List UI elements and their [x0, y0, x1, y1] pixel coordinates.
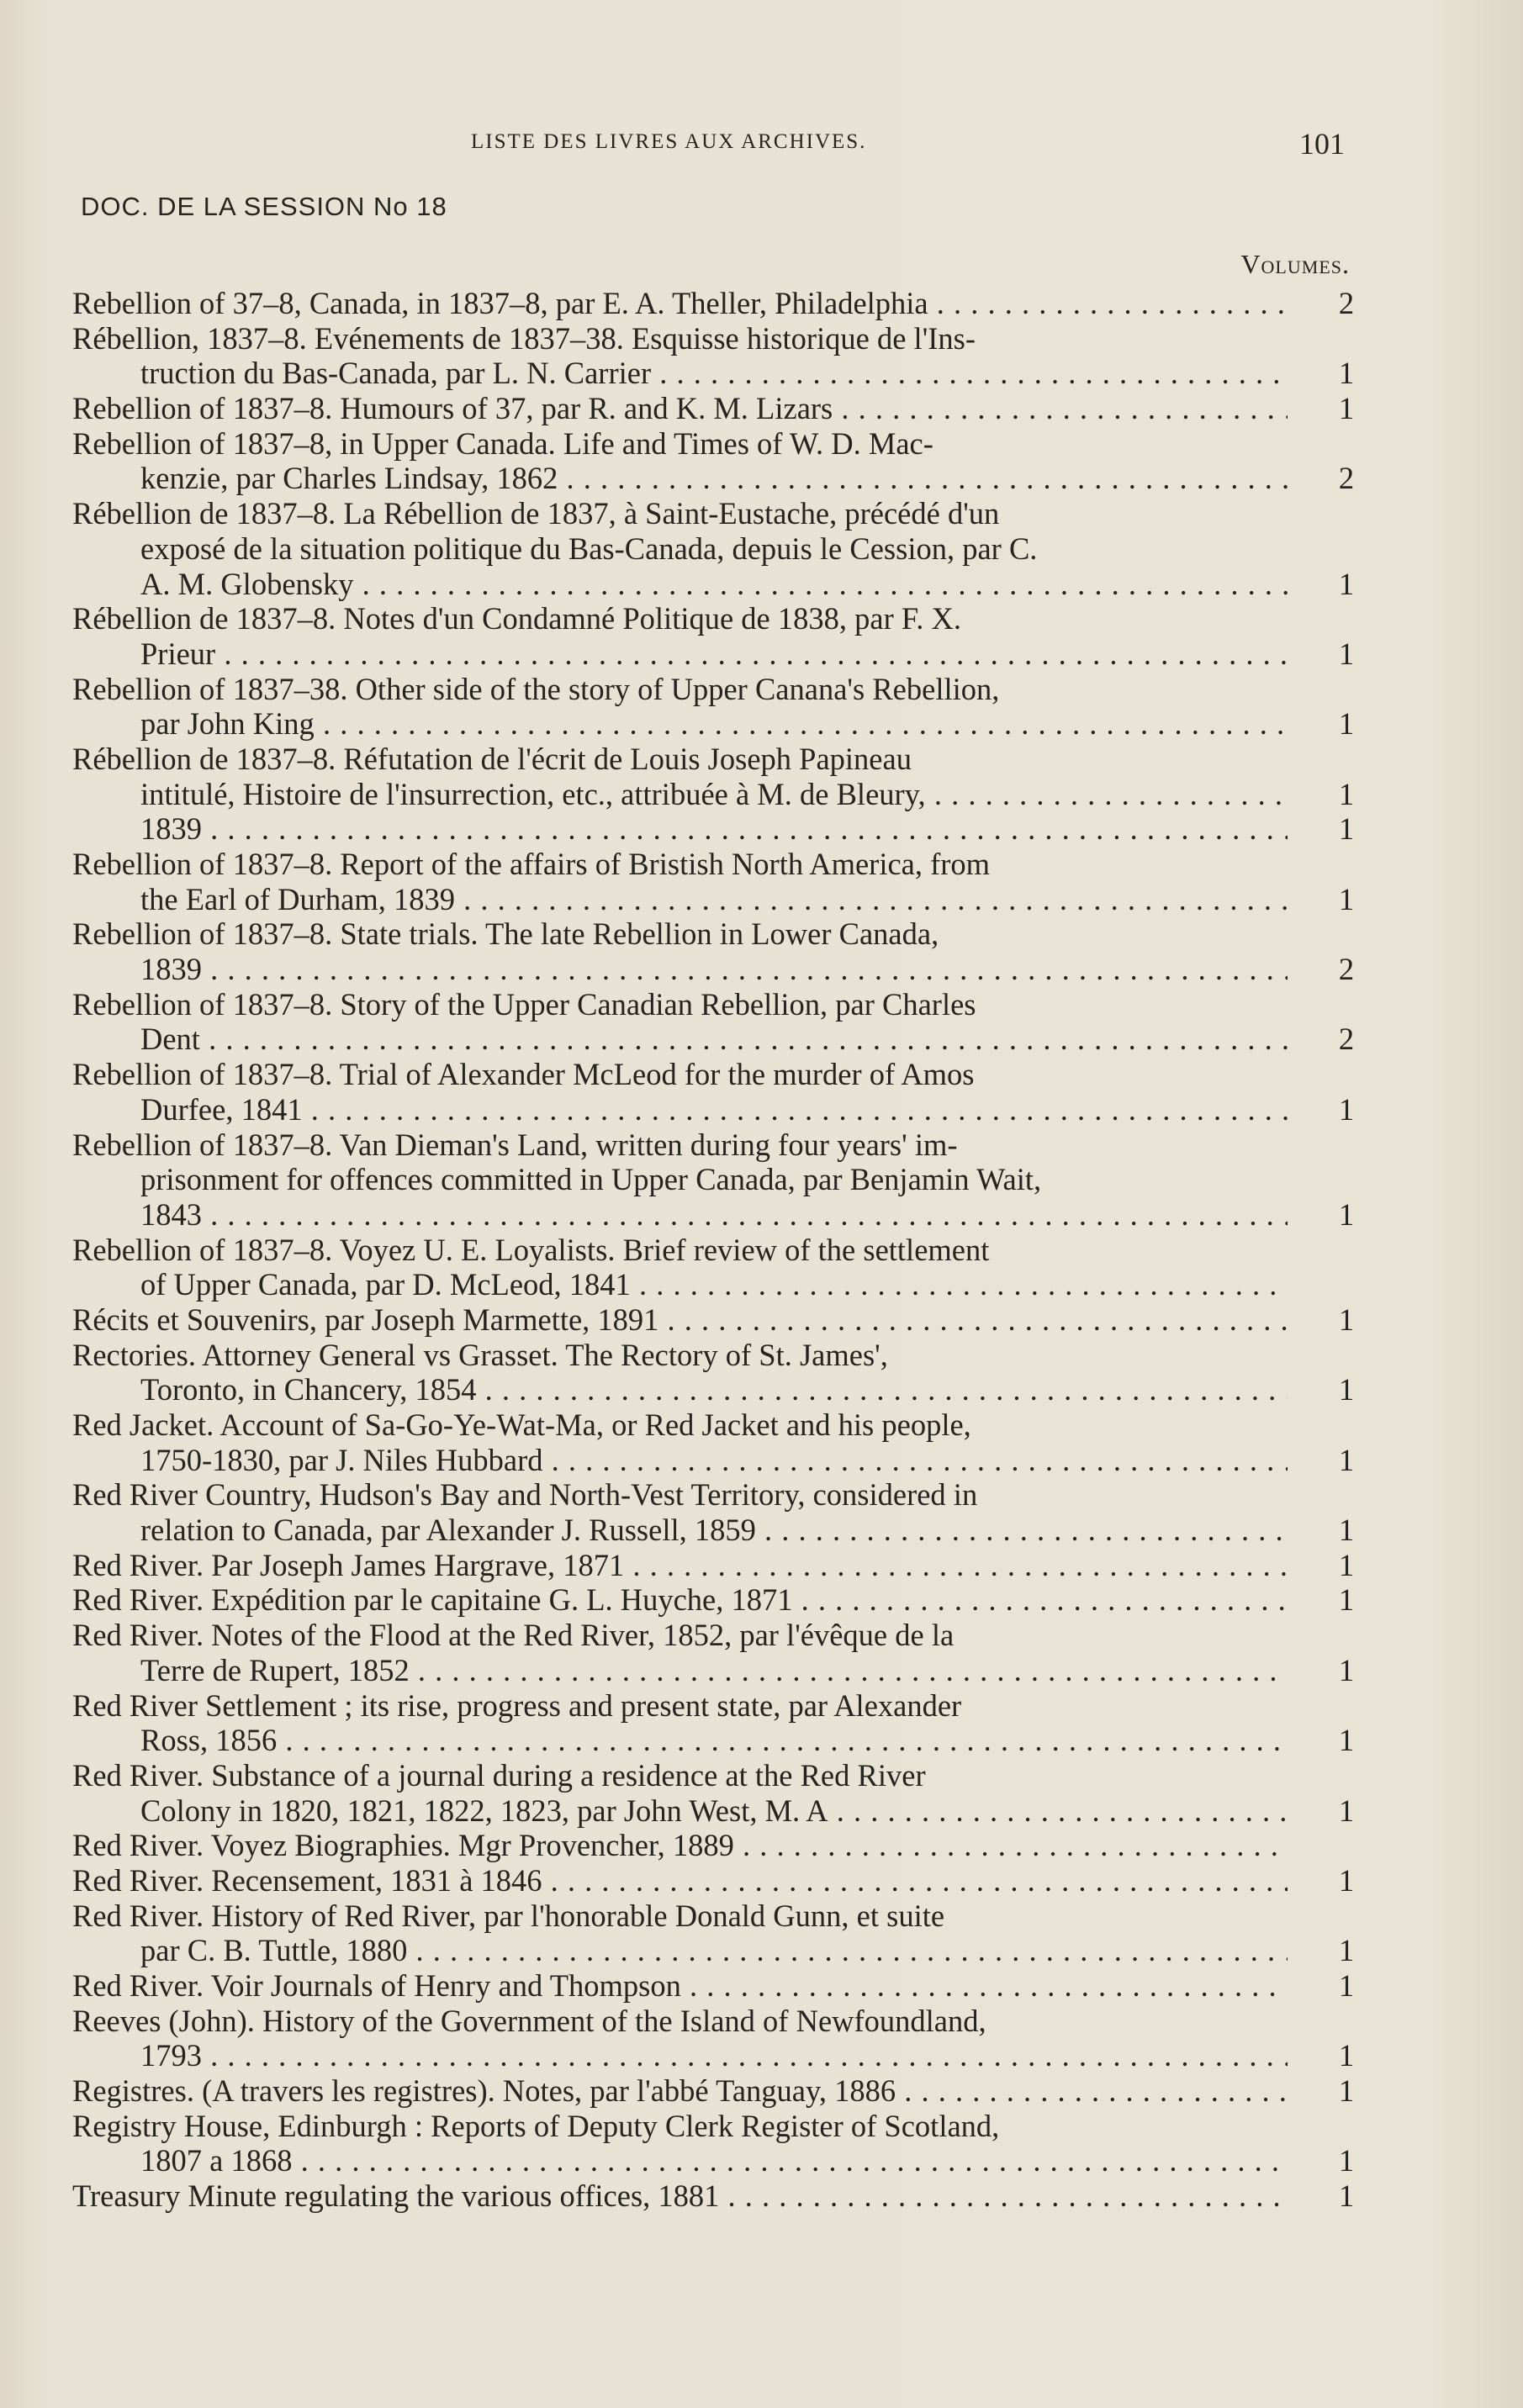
catalogue-entry	[72, 1302, 1372, 1338]
entry-text: Red River. Voir Journals of Henry and Thompson . . .	[72, 1968, 1288, 2004]
entry-text: Red River. Substance of a journal during a residence at the Red River	[72, 1757, 926, 1793]
entry-line	[72, 1723, 1372, 1758]
entry-text: Durfee, 1841 . . .	[140, 1092, 1288, 1127]
volume-count: 1	[1338, 1302, 1355, 1337]
entry-text: Rebellion of 1837–8. Voyez U. E. Loyalists. Brief review of the settlement	[72, 1232, 990, 1267]
volume-count: 1	[1338, 776, 1355, 811]
entry-line	[72, 2073, 1372, 2109]
entry-line	[72, 1933, 1372, 1968]
entry-text: Registry House, Edinburgh : Reports of Deputy Clerk Register of Scotland,	[72, 2108, 1000, 2143]
entry-text: 1843 . . .	[140, 1197, 1288, 1233]
volume-count: 1	[1338, 2038, 1355, 2073]
entry-text: 1793 . . .	[140, 2038, 1288, 2073]
entry-line	[72, 567, 1372, 602]
entry-line	[72, 636, 1372, 672]
entry-text: Rebellion of 1837–8. Story of the Upper Canadian Rebellion, par Charles	[72, 986, 976, 1022]
catalogue-entry	[72, 2004, 1372, 2073]
volume-count: 1	[1338, 1372, 1355, 1407]
entry-line	[72, 1338, 1372, 1373]
catalogue-entry	[72, 1407, 1372, 1477]
entry-line	[72, 286, 1372, 321]
volume-count: 2	[1338, 286, 1355, 320]
entry-line	[72, 987, 1372, 1022]
catalogue-entry	[72, 1828, 1372, 1863]
entry-text: Red River Settlement ; its rise, progress and present state, par Alexander	[72, 1687, 962, 1723]
catalogue-entry	[72, 391, 1372, 426]
entry-line	[72, 706, 1372, 742]
entry-text: Rebellion of 1837–8. Report of the affairs of Bristish North America, from	[72, 847, 991, 881]
entry-line	[72, 1828, 1372, 1863]
entry-line	[72, 321, 1372, 356]
catalogue-entries	[72, 286, 1372, 2214]
entry-line	[72, 2038, 1372, 2073]
entry-line	[72, 531, 1372, 567]
catalogue-entry	[72, 1233, 1372, 1302]
catalogue-entry	[72, 987, 1372, 1057]
volume-count: 2	[1338, 461, 1355, 496]
catalogue-entry	[72, 847, 1372, 916]
entry-text: kenzie, par Charles Lindsay, 1862 . . .	[140, 461, 1288, 496]
entry-text: par John King . . .	[140, 706, 1288, 742]
entry-line	[72, 882, 1372, 917]
entry-text: exposé de la situation politique du Bas-Canada, depuis le Cession, par C.	[140, 531, 1038, 566]
entry-text: Rebellion of 1837–8. Humours of 37, par R. and K. M. Lizars . . .	[72, 391, 1288, 426]
entry-line	[72, 1863, 1372, 1898]
entry-line	[72, 1197, 1372, 1233]
entry-text: Ross, 1856 . . .	[140, 1723, 1288, 1758]
catalogue-entry	[72, 601, 1372, 671]
entry-line	[72, 1758, 1372, 1793]
entry-text: 1839 . . .	[140, 811, 1288, 847]
entry-line	[72, 1898, 1372, 1934]
catalogue-entry	[72, 1548, 1372, 1583]
entry-line	[72, 391, 1372, 426]
entry-line	[72, 496, 1372, 531]
entry-line	[72, 1127, 1372, 1163]
entry-text: Red River. Par Joseph James Hargrave, 1871 . . .	[72, 1548, 1288, 1583]
volumes-column-heading: Volumes.	[1240, 249, 1350, 279]
volume-count: 1	[1338, 1547, 1355, 1582]
entry-line	[72, 601, 1372, 636]
catalogue-entry	[72, 2109, 1372, 2178]
session-label: DOC. DE LA SESSION No 18	[81, 192, 447, 221]
catalogue-entry	[72, 1477, 1372, 1547]
entry-line	[72, 1968, 1372, 2004]
volume-count: 1	[1338, 1196, 1355, 1232]
entry-line	[72, 1688, 1372, 1724]
entry-line	[72, 1407, 1372, 1443]
entry-text: Toronto, in Chancery, 1854 . . .	[140, 1372, 1288, 1407]
volume-count: 1	[1338, 2143, 1355, 2178]
running-head: LISTE DES LIVRES AUX ARCHIVES.	[471, 130, 867, 153]
entry-line	[72, 1233, 1372, 1268]
volume-count: 2	[1338, 1022, 1355, 1057]
entry-text: Red River Country, Hudson's Bay and North-Vest Territory, considered in	[72, 1477, 978, 1513]
entry-line	[72, 2004, 1372, 2039]
volume-count: 1	[1338, 566, 1355, 601]
entry-line	[72, 1022, 1372, 1057]
entry-line	[72, 426, 1372, 462]
entry-text: of Upper Canada, par D. McLeod, 1841 . . .	[140, 1267, 1288, 1302]
catalogue-entry	[72, 1057, 1372, 1127]
entry-line	[72, 1443, 1372, 1478]
entry-text: Colony in 1820, 1821, 1822, 1823, par John West, M. A . . .	[140, 1793, 1288, 1829]
entry-line	[72, 1513, 1372, 1548]
entry-line	[72, 356, 1372, 391]
catalogue-entry	[72, 321, 1372, 391]
entry-line	[72, 1653, 1372, 1688]
entry-line	[72, 2178, 1372, 2214]
catalogue-entry	[72, 916, 1372, 986]
entry-text: the Earl of Durham, 1839 . . .	[140, 882, 1288, 917]
entry-text: Rebellion of 1837–8. Trial of Alexander McLeod for the murder of Amos	[72, 1057, 975, 1092]
entry-text: par C. B. Tuttle, 1880 . . .	[140, 1933, 1288, 1968]
volume-count: 1	[1338, 1582, 1355, 1618]
entry-text: 1750-1830, par J. Niles Hubbard . . .	[140, 1443, 1288, 1478]
catalogue-entry	[72, 286, 1372, 321]
entry-line	[72, 1372, 1372, 1407]
catalogue-entry	[72, 1968, 1372, 2004]
volume-count: 1	[1338, 1513, 1355, 1548]
volume-count: 1	[1338, 1793, 1355, 1828]
entry-text: Terre de Rupert, 1852 . . .	[140, 1653, 1288, 1688]
entry-text: Red Jacket. Account of Sa-Go-Ye-Wat-Ma, or Red Jacket and his people,	[72, 1407, 971, 1442]
volume-count: 1	[1338, 391, 1355, 426]
volume-count: 1	[1338, 356, 1355, 391]
volume-count: 1	[1338, 811, 1355, 847]
volume-count: 1	[1338, 1442, 1355, 1477]
catalogue-entry	[72, 1898, 1372, 1968]
entry-line	[72, 2143, 1372, 2178]
entry-text: intitulé, Histoire de l'insurrection, etc., attribuée à M. de Bleury, . . .	[140, 777, 1288, 812]
entry-line	[72, 1267, 1372, 1302]
catalogue-entry	[72, 1758, 1372, 1828]
entry-text: Prieur . . .	[140, 636, 1288, 672]
entry-text: 1807 a 1868 . . .	[140, 2143, 1288, 2178]
catalogue-entry	[72, 2073, 1372, 2109]
entry-line	[72, 847, 1372, 882]
entry-text: Red River. Notes of the Flood at the Red River, 1852, par l'évêque de la	[72, 1618, 955, 1653]
entry-text: Rébellion de 1837–8. Réfutation de l'écrit de Louis Joseph Papineau	[72, 741, 912, 776]
entry-text: Rébellion de 1837–8. Notes d'un Condamné Politique de 1838, par F. X.	[72, 601, 961, 636]
catalogue-entry	[72, 1688, 1372, 1758]
entry-text: Dent . . .	[140, 1022, 1288, 1057]
entry-line	[72, 461, 1372, 496]
entry-line	[72, 1057, 1372, 1092]
volume-count: 1	[1338, 1862, 1355, 1898]
entry-line	[72, 1302, 1372, 1338]
volume-count: 1	[1338, 881, 1355, 916]
entry-text: Red River. Expédition par le capitaine G. L. Huyche, 1871 . . .	[72, 1582, 1288, 1618]
catalogue-entry	[72, 742, 1372, 847]
entry-text: Rebellion of 1837–8. State trials. The late Rebellion in Lower Canada,	[72, 916, 939, 952]
volume-count: 1	[1338, 636, 1355, 671]
volume-count: 1	[1338, 1091, 1355, 1127]
volume-count: 1	[1338, 2073, 1355, 2109]
volume-count: 1	[1338, 1723, 1355, 1758]
entry-text: Rebellion of 1837–8. Van Dieman's Land, written during four years' im-	[72, 1127, 958, 1162]
entry-text: Rebellion of 1837–38. Other side of the story of Upper Canana's Rebellion,	[72, 671, 1000, 706]
entry-line	[72, 2109, 1372, 2144]
entry-line	[72, 1477, 1372, 1513]
entry-text: Registres. (A travers les registres). Notes, par l'abbé Tanguay, 1886 . . .	[72, 2073, 1288, 2109]
volume-count: 1	[1338, 2178, 1355, 2214]
catalogue-entry	[72, 1127, 1372, 1233]
volume-count: 1	[1338, 706, 1355, 742]
entry-text: A. M. Globensky . . .	[140, 567, 1288, 602]
entry-line	[72, 742, 1372, 777]
entry-text: prisonment for offences committed in Upper Canada, par Benjamin Wait,	[140, 1162, 1042, 1197]
entry-line	[72, 952, 1372, 987]
entry-line	[72, 1582, 1372, 1618]
entry-text: Treasury Minute regulating the various offices, 1881 . . .	[72, 2178, 1288, 2214]
catalogue-entry	[72, 2178, 1372, 2214]
catalogue-entry	[72, 426, 1372, 496]
catalogue-entry	[72, 1863, 1372, 1898]
entry-text: Récits et Souvenirs, par Joseph Marmette, 1891 . . .	[72, 1302, 1288, 1338]
entry-line	[72, 1793, 1372, 1829]
entry-text: Red River. History of Red River, par l'honorable Donald Gunn, et suite	[72, 1898, 945, 1933]
entry-text: Rectories. Attorney General vs Grasset. The Rectory of St. James',	[72, 1337, 888, 1372]
page-number: 101	[1299, 127, 1345, 161]
entry-text: truction du Bas-Canada, par L. N. Carrier . . .	[140, 356, 1288, 391]
entry-line	[72, 777, 1372, 812]
entry-text: Reeves (John). History of the Government of the Island of Newfoundland,	[72, 2003, 986, 2038]
entry-text: Red River. Recensement, 1831 à 1846 . . .	[72, 1863, 1288, 1898]
entry-text: Red River. Voyez Biographies. Mgr Provencher, 1889 . . .	[72, 1828, 1288, 1863]
entry-line	[72, 672, 1372, 707]
catalogue-entry	[72, 672, 1372, 742]
catalogue-entry	[72, 1582, 1372, 1618]
volume-count: 1	[1338, 1652, 1355, 1687]
catalogue-entry	[72, 1338, 1372, 1407]
entry-text: Rebellion of 1837–8, in Upper Canada. Life and Times of W. D. Mac-	[72, 425, 933, 461]
entry-line	[72, 916, 1372, 952]
catalogue-entry	[72, 1618, 1372, 1687]
entry-text: Rebellion of 37–8, Canada, in 1837–8, par E. A. Theller, Philadelphia . . .	[72, 286, 1288, 321]
entry-text: 1839 . . .	[140, 952, 1288, 987]
volume-count: 1	[1338, 1968, 1355, 2003]
volume-count: 1	[1338, 1933, 1355, 1968]
entry-text: Rébellion, 1837–8. Evénements de 1837–38. Esquisse historique de l'Ins-	[72, 320, 976, 356]
entry-text: Rébellion de 1837–8. La Rébellion de 1837, à Saint-Eustache, précédé d'un	[72, 496, 1000, 531]
catalogue-entry	[72, 496, 1372, 601]
entry-line	[72, 1092, 1372, 1127]
volume-count: 2	[1338, 952, 1355, 987]
entry-line	[72, 1548, 1372, 1583]
entry-line	[72, 811, 1372, 847]
entry-line	[72, 1618, 1372, 1653]
entry-text: relation to Canada, par Alexander J. Russell, 1859 . . .	[140, 1513, 1288, 1548]
entry-line	[72, 1162, 1372, 1197]
